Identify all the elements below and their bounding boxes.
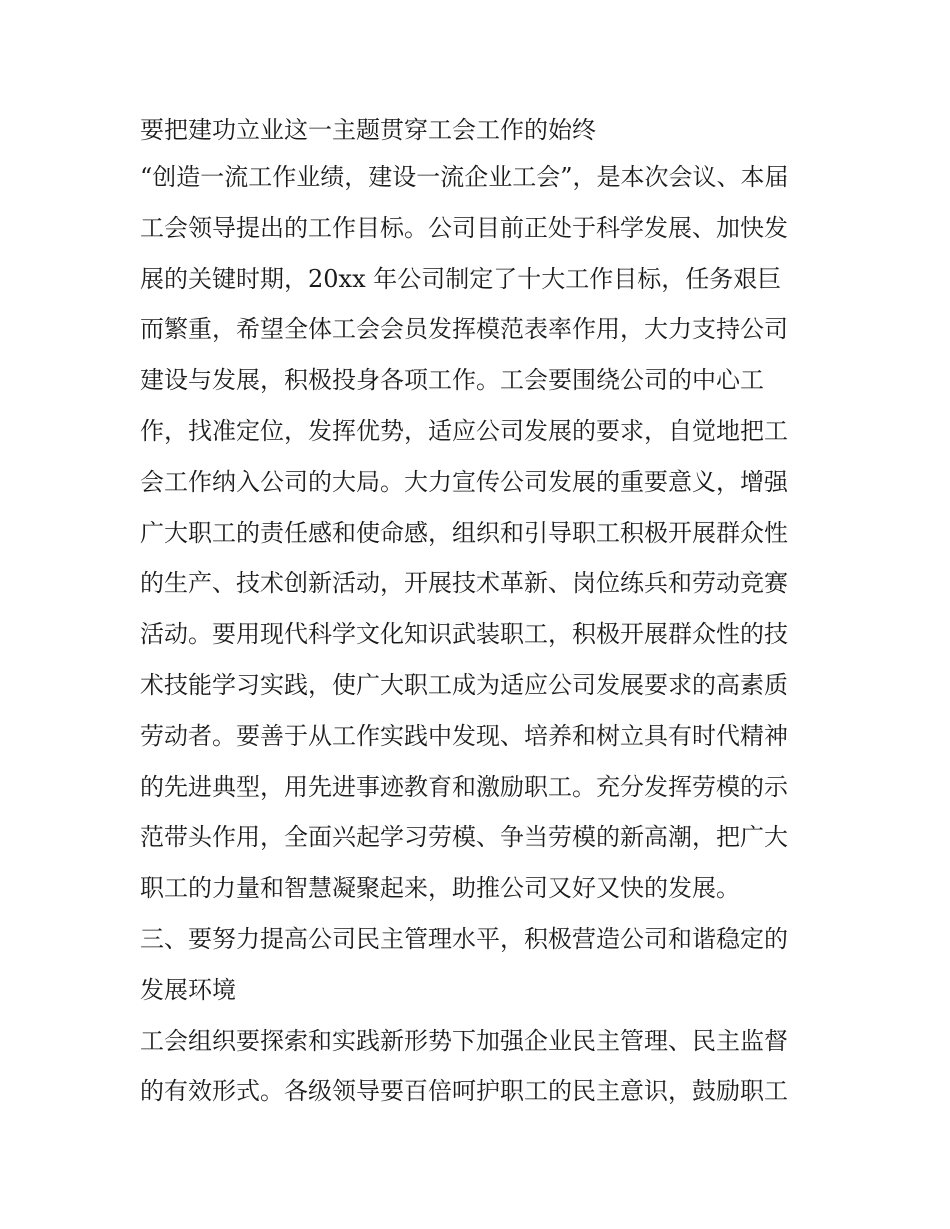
paragraph-line: 展的关键时期，20xx 年公司制定了十大工作目标，任务艰巨 bbox=[140, 264, 782, 293]
paragraph-line: 的有效形式。各级领导要百倍呵护职工的民主意识，鼓励职工 bbox=[140, 1077, 788, 1106]
section-heading: 要把建功立业这一主题贯穿工会工作的始终 bbox=[140, 116, 596, 144]
paragraph-line: 术技能学习实践，使广大职工成为适应公司发展要求的高素质 bbox=[140, 670, 788, 699]
paragraph-line: 工会组织要探索和实践新形势下加强企业民主管理、民主监督 bbox=[140, 1026, 788, 1055]
paragraph-line: 职工的力量和智慧凝聚起来，助推公司又好又快的发展。 bbox=[140, 874, 740, 903]
paragraph-line: 而繁重，希望全体工会会员发挥模范表率作用，大力支持公司 bbox=[140, 315, 788, 344]
paragraph-line: 作，找准定位，发挥优势，适应公司发展的要求，自觉地把工 bbox=[140, 416, 788, 445]
paragraph-line: “创造一流工作业绩，建设一流企业工会”，是本次会议、本届 bbox=[140, 163, 789, 191]
paragraph-line: 广大职工的责任感和使命感，组织和引导职工积极开展群众性 bbox=[140, 518, 788, 547]
paragraph-line: 会工作纳入公司的大局。大力宣传公司发展的重要意义，增强 bbox=[140, 467, 788, 496]
paragraph-line: 活动。要用现代科学文化知识武装职工，积极开展群众性的技 bbox=[140, 620, 788, 649]
paragraph-line: 建设与发展，积极投身各项工作。工会要围绕公司的中心工 bbox=[140, 366, 764, 395]
paragraph-line: 的先进典型，用先进事迹教育和激励职工。充分发挥劳模的示 bbox=[140, 772, 788, 801]
section-heading: 三、要努力提高公司民主管理水平，积极营造公司和谐稳定的 bbox=[140, 924, 788, 953]
section-heading: 发展环境 bbox=[140, 975, 236, 1004]
paragraph-line: 工会领导提出的工作目标。公司目前正处于科学发展、加快发 bbox=[140, 213, 788, 242]
paragraph-line: 范带头作用，全面兴起学习劳模、争当劳模的新高潮，把广大 bbox=[140, 823, 788, 852]
paragraph-line: 劳动者。要善于从工作实践中发现、培养和树立具有时代精神 bbox=[140, 721, 788, 750]
document-body bbox=[140, 108, 820, 1117]
paragraph-line: 的生产、技术创新活动，开展技术革新、岗位练兵和劳动竞赛 bbox=[140, 569, 788, 598]
